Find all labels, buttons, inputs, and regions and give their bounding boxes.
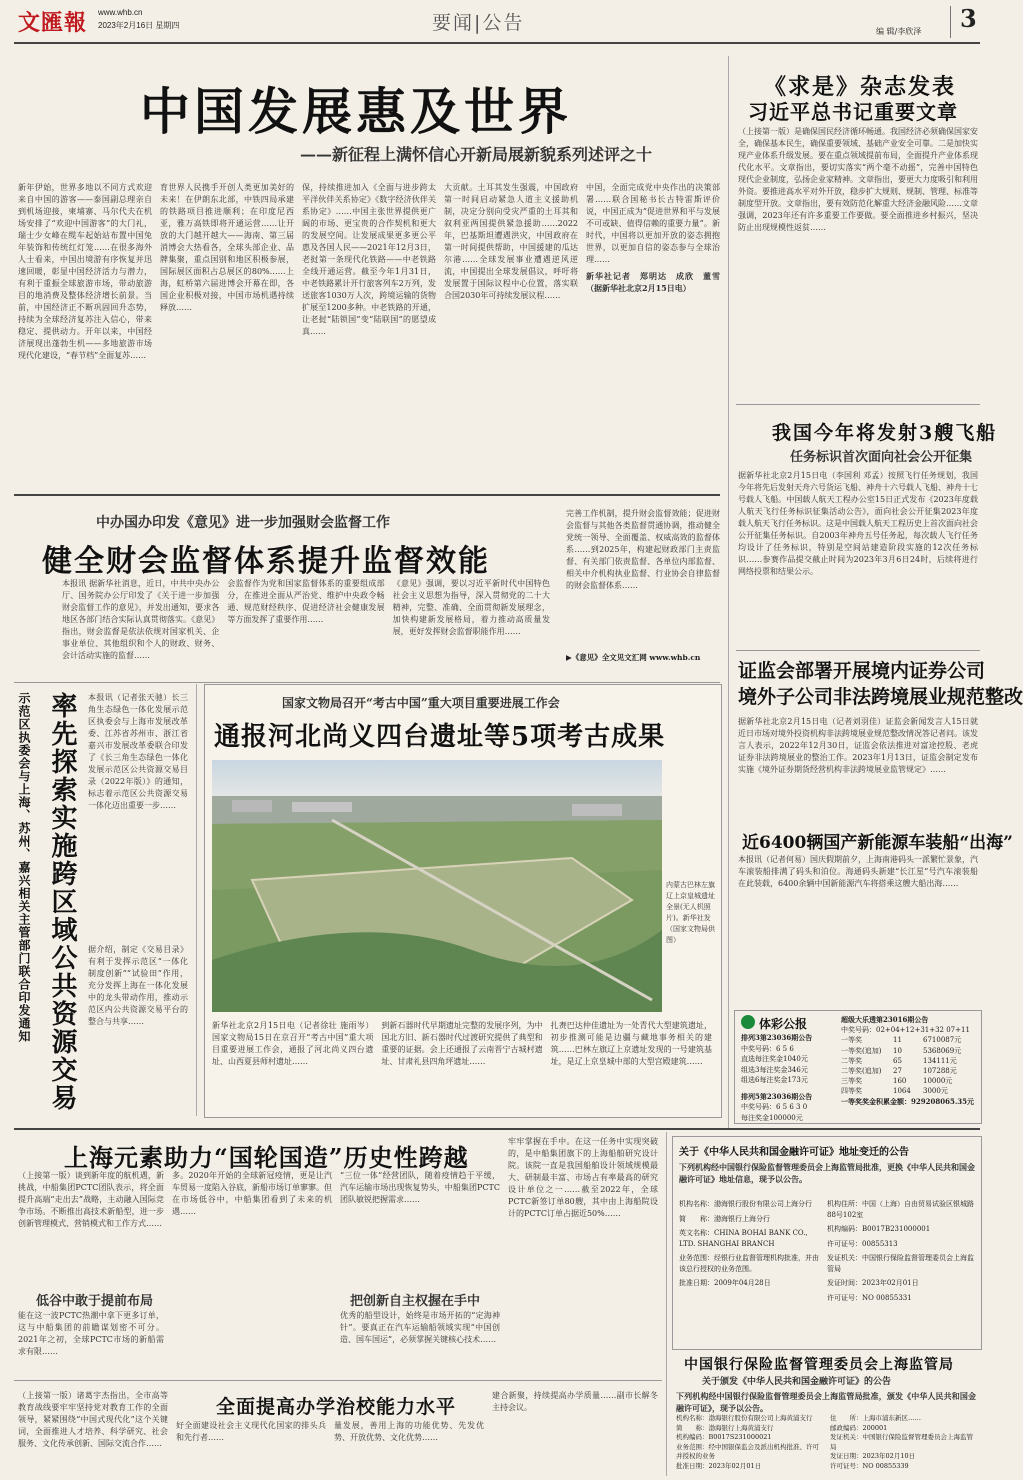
notice2-title: 中国银行保险监督管理委员会上海监管局 bbox=[684, 1357, 954, 1373]
masthead bbox=[0, 0, 993, 44]
archaeology-col-3: 扎赉巴达仲佳遗址为一处青代大型建筑遗址，初步推测可能是边疆与藏地事务相关的建筑……巴林左旗辽上京遗址发现的一号建筑基址，是辽上京皇城中部的大型宫殿建筑…… bbox=[550, 1021, 712, 1066]
notice1-right: 机构住所：中国（上海）自由贸易试验区银城路88号102室 机构编码：B0017B231000001 许可证号：00855313 发证机关：中国银行保险监督管理委员会上海监管局 发证时间：2023年02月01日 许可证号：NO 00855331 bbox=[827, 1200, 974, 1302]
shipping-body: 本报讯（记者何易）国庆假期前夕，上海南港码头一派繁忙景象，汽车滚装船排满了码头和泊位。海通码头新建“长江星”号汽车滚装船在此装载，6400余辆中国新能源汽车将搭乘这艘大船出海…… bbox=[738, 855, 978, 888]
delta-headline: 率先探索实施跨区域公共资源交易 bbox=[47, 692, 77, 1112]
caihui-kicker: 中办国办印发《意见》进一步加强财会监督工作 bbox=[96, 515, 390, 531]
masthead-divider bbox=[950, 6, 951, 38]
xuexiao-col-3: 量发展，善用上海的功能优势、先发优势、开放优势、文化优势…… bbox=[334, 1421, 484, 1442]
lottery-box bbox=[734, 1010, 982, 1124]
prize-row: 四等奖 1064 3000元 bbox=[841, 1087, 948, 1096]
guolun-headline: 上海元素助力“国轮国造”历史性跨越 bbox=[64, 1143, 469, 1172]
notice1-intro: 下列机构经中国银行保险监督管理委员会上海监管局批准，更换《中华人民共和国金融许可证》地址信息，现予以公告。 bbox=[679, 1162, 975, 1184]
rule-xuexiao bbox=[14, 1380, 662, 1381]
site-aerial-image bbox=[212, 760, 662, 1012]
issue-date: 2023年2月16日 星期四 bbox=[98, 21, 180, 30]
lottery-left: 排列3第23036期公告 中奖号码：6 5 6 直选每注奖金1040元 组选3每注奖金346元 组选6每注奖金173元 排列5第23036期公告 中奖号码：6 5 6 3 0 每注奖金100000元 bbox=[741, 1033, 813, 1122]
csrc-body: 据新华社北京2月15日电（记者刘羽佳）证监会新闻发言人15日就近日市场对境外投资机构非法跨境展业规范整改情况答记者问。该发言人表示，2022年12月30日，证监会依法推进对富途控股、老虎证券非法跨境展业的整治工作。2023年1月13日，证监会制定发布实施《境外证券期货经营机构非法跨境展业监管规定》…… bbox=[738, 717, 978, 774]
qiushi-body: （上接第一版）是确保国民经济循环畅通。我国经济必须确保国家安全，确保基本民生，确保重要领域、基础产业安全可靠。二是加快实现产业体系升级发展。要在重点领域提前布局，全面提升产业体系现代化水平。文章指出，要切实落实“两个毫不动摇”，完善中国特色现代企业制度，弘扬企业家精神。文章指出，要更大力度吸引和利用外资。要推进高水平对外开放，稳步扩大规则、规制、管理、标准等制度型开放。文章指出，要有效防范化解重大经济金融风险……文章强调，2023年还有许多重要工作要做。要全面推进乡村振兴，坚决防止出现规模性返贫…… bbox=[738, 127, 978, 232]
lead-col-1: 新年伊始，世界多地以不同方式欢迎来自中国的游客——泰国副总理亲自到机场迎接，柬埔寨、马尔代夫在机场安排了“欢迎中国游客”的大门礼，瑞士少女峰在缆车起始站布置中国兔年装饰和传统红灯笼……在很多海外人士看来，中国出境游有序恢复并迅速回暖，彰显中国经济活力与潜力，有利于重振全球旅游市场，带动旅游目的地消费及整体经济增长前景。当前，中国经济正不断巩固回升态势，持续为全球经济复苏注入信心，带来稳定、提供动力。开年以来，中国经济展现出蓬勃生机——多地旅游市场现代化建设，“春节档”全面复苏…… bbox=[18, 183, 152, 360]
notice2-subtitle: 关于颁发《中华人民共和国金融许可证》的公告 bbox=[702, 1377, 892, 1387]
delta-subtitle: 示范区执委会与上海、苏州、嘉兴相关主管部门联合印发通知 bbox=[17, 692, 31, 1043]
csrc-headline-1: 证监会部署开展境内证券公司 bbox=[738, 660, 986, 682]
xuexiao-col-2: 好全面建设社会主义现代化国家的排头兵和先行者…… bbox=[176, 1421, 326, 1442]
lead-subtitle: ——新征程上满怀信心开新局展新貌系列述评之十 bbox=[300, 145, 653, 164]
lead-body bbox=[18, 182, 728, 480]
shipping-headline: 近6400辆国产新能源车装船“出海” bbox=[742, 833, 1013, 853]
lead-byline: 新华社记者 郑明达 成欣 董雪 （据新华社北京2月15日电） bbox=[586, 271, 728, 293]
section-label: 要闻|公告 bbox=[432, 12, 525, 34]
notice2-right: 住 所：上海市浦东新区…… 邮政编码：200001 发证机关：中国银行保险监督管理委员会上海监管局 发证日期：2023年02月10日 许可证号：NO 00855339 bbox=[830, 1414, 973, 1470]
guolun-col-1: （上接第一版）谈到新年度的航机遇，新挑战，中船集团PCTC团队表示，将全面提升高端“走出去”战略，主动融入国际竞争市场。不断推出高技术新船型，进一步创新管理模式、营销模式和工作方式…… bbox=[18, 1171, 164, 1228]
archaeology-photo bbox=[212, 760, 662, 1012]
rule-shenzhou bbox=[736, 650, 980, 651]
right-rail-divider bbox=[728, 56, 729, 1128]
delta-col-1: 本报讯（记者张天驰）长三角生态绿色一体化发展示范区执委会与上海市发展改革委、江苏省苏州市、浙江省嘉兴市发展改革委联合印发了《长三角生态绿色一体化发展示范区公共资源交易目录（2022年版）》的通知，标志着示范区公共资源交易一体化迈出重要一步…… bbox=[88, 693, 188, 810]
newspaper-logo: 文匯報 bbox=[18, 10, 88, 36]
rule-caihui bbox=[14, 494, 720, 496]
archaeology-kicker: 国家文物局召开“考古中国”重大项目重要进展工作会 bbox=[282, 696, 560, 710]
archaeology-caption: 内蒙古巴林左旗辽上京皇城遗址全景(无人机照片)。新华社发（国家文物局供图） bbox=[666, 881, 715, 944]
delta-col-2: 据介绍，制定《交易目录》有利于发挥示范区“一体化制度创新”“试验田”作用，充分发挥上海在一体化发展中的龙头带动作用，推动示范区内公共资源交易平台的整合与共享…… bbox=[88, 945, 188, 1026]
guolun-col-4: 牢牢掌握在手中。在这一任务中实现突破的，是中船集团旗下的上海船舶研究设计院。该院一直是我国船舶设计领域规模最大、研制最丰富、市场占有率最高的研究设计单位之一……截至2022年，全球PCTC新签订单80艘，其中由上海船院设计的PCTC订单占据近50%…… bbox=[508, 1137, 658, 1218]
prize-row: 二等奖(追加) 27 107288元 bbox=[841, 1067, 957, 1076]
notice1-left: 机构名称：渤海银行股份有限公司上海分行 简 称：渤海银行上海分行 英文名称：CHINA BOHAI BANK CO., LTD. SHANGHAI BRANCH 业务范围：经银行业监督管理机构批准，并由该总行授权的业务范围。 批准日期：2009年04月28日 bbox=[679, 1200, 819, 1287]
prize-row: 一等奖(追加) 10 5368069元 bbox=[841, 1046, 962, 1055]
caihui-col-4: 完善工作机制，提升财会监督效能；促进财会监督与其他各类监督贯通协调，推动健全党统一领导、全面覆盖、权威高效的监督体系……到2025年，构建起财政部门主责监督、有关部门依责监督、各单位内部监督、相关中介机构执业监督、行业协会自律监督的财会监督体系…… bbox=[566, 509, 720, 590]
lottery-title: 体彩公报 bbox=[759, 1017, 808, 1031]
csrc-headline-2: 境外子公司非法跨境展业规范整改 bbox=[738, 686, 1023, 708]
lead-col-4: 大贡献。土耳其发生强震，中国政府第一时间启动紧急人道主义援助机制，决定分别向受灾严重的土耳其和叙利亚两国提供紧急援助……2022年，巴基斯坦遭遇洪灾，中国政府在第一时间提供帮助，中国援建的瓜达尔港……全球发展事业遭遇逆风逆流，中国提出全球发展倡议，呼吁将发展置于国际议程中心位置，落实联合国2030年可持续发展议程…… bbox=[444, 183, 578, 300]
lottery-logo-icon bbox=[741, 1015, 755, 1029]
guolun-col-3: “三位一体”经营团队，随着疫情趋于平缓，汽车运输市场出现恢复势头，中船集团PCTC团队敏锐把握需求…… bbox=[340, 1171, 500, 1204]
caihui-col-1: 本报讯 据新华社消息，近日，中共中央办公厅、国务院办公厅印发了《关于进一步加强财会监督工作的意见》，并发出通知，要求各地区各部门结合实际认真贯彻落实。《意见》指出，财会监督是依法依规对国家机关、企事业单位、其他组织和个人的财政、财务、会计活动实施的监督…… bbox=[62, 579, 220, 660]
caihui-headline: 健全财会监督体系提升监督效能 bbox=[42, 544, 490, 579]
lead-col-2: 育世界人民携手开创人类更加美好的未来！在伊朗东北部，中铁四局承建的铁路项目推进顺利；在印度尼西亚，雅万高铁即将开通运营……让开放的大门越开越大——海南、第三届消博会大热看各，全球头部企业、品牌集聚，重点国别和地区积极参展，国际展区面积占总展区的80%……上海，虹桥第六届进博会开幕在即，各国企业积极对接，中国市场机遇持续释放…… bbox=[160, 183, 294, 312]
prize-row: 三等奖 160 10000元 bbox=[841, 1077, 953, 1086]
archaeology-col-2: 到新石器时代早期遗址完整的发展序列，为中国北方旧、新石器时代过渡研究提供了典型和重要的证据。会上还通报了云南晋宁古城村遗址、甘肃礼县四角坪遗址…… bbox=[381, 1021, 543, 1066]
guolun-col-1b: 能在这一波PCTC热潮中拿下更多订单，这与中船集团的前瞻谋划密不可分。2021年之初，全球PCTC市场的新船需求有限…… bbox=[18, 1311, 164, 1356]
shenzhou-headline: 我国今年将发射3艘飞船 bbox=[772, 422, 998, 444]
guolun-subhead-1: 低谷中敢于提前布局 bbox=[36, 1294, 154, 1309]
editor-credit: 编 辑/李欣泽 bbox=[876, 27, 922, 36]
qiushi-headline: 《求是》杂志发表 bbox=[764, 74, 957, 100]
lottery-right: 超级大乐透第23016期公告 中奖号码：02+04+12+31+32 07+11 一等奖 11 6710087元 一等奖(追加) 10 5368069元 二等奖 65 134111元 二等奖(追加) 27 107288元 三等奖 160 10000元 四等奖 1064 3000元 一等奖奖金积累金额：929208065.35元 bbox=[841, 1015, 977, 1107]
caihui-col-2: 会监督作为党和国家监督体系的重要组成部分，在推进全面从严治党、维护中央政令畅通、规范财经秩序、促进经济社会健康发展等方面发挥了重要作用…… bbox=[227, 579, 385, 624]
xuexiao-col-1: （上接第一版）诸葛宇杰指出，全市高等教育战线要牢牢坚持党对教育工作的全面领导，紧紧围绕“中国式现代化”这个关键词，全面推进人才培养、科学研究、社会服务、文化传承创新、国际交流合作…… bbox=[18, 1391, 168, 1448]
xuexiao-headline: 全面提高办学治校能力水平 bbox=[216, 1396, 457, 1418]
rule-qiushi bbox=[736, 404, 980, 405]
shenzhou-subtitle: 任务标识首次面向社会公开征集 bbox=[790, 450, 973, 465]
lead-col-5: 中国，全面完成党中央作出的决策部署……联合国秘书长古特雷斯评价说，中国正成为“促进世界和平与发展不可或缺、值得信赖的重要力量”。新时代，中国将以更加开放的姿态拥抱世界，以更加自信的姿态参与全球治理…… 新华社记者 郑明达 成欣 董雪 （据新华社北京2月15日电） bbox=[586, 183, 728, 293]
guolun-notice-divider bbox=[666, 1132, 667, 1476]
site-url: www.whb.cn bbox=[98, 8, 143, 17]
caihui-body bbox=[62, 578, 550, 676]
rule-guolun bbox=[14, 1128, 980, 1130]
shenzhou-body: 据新华社北京2月15日电（李国利 邓孟）按照飞行任务规划，我国今年将先后发射天舟六号货运飞船、神舟十六号载人飞船、神舟十七号载人飞船。中国载人航天工程办公室15日正式发布《2023年度载人航天飞行任务标识征集活动公告》，面向社会公开征集2023年度载人航天飞行任务标识。这是中国载人航天工程历史上首次面向社会公开征集任务标识。自2003年神舟五号任务起，每次载人飞行任务均设计了任务标识，特别是空间站建造阶段实施的12次任务标识……参赛作品提交截止时间为2023年3月6日24时，后续将进行网络投票和结果公示。 bbox=[738, 471, 978, 576]
qiushi-subheadline: 习近平总书记重要文章 bbox=[748, 100, 958, 124]
delta-divider bbox=[196, 684, 197, 1116]
caihui-link[interactable]: ▶《意见》全文见文汇网 www.whb.cn bbox=[566, 653, 701, 662]
guolun-subhead-2: 把创新自主权握在手中 bbox=[350, 1294, 481, 1309]
prize-row: 一等奖 11 6710087元 bbox=[841, 1036, 962, 1045]
lead-headline: 中国发展惠及世界 bbox=[140, 82, 572, 141]
caihui-col-3: 《意见》强调，要以习近平新时代中国特色社会主义思想为指导，深入贯彻党的二十大精神，完整、准确、全面贯彻新发展理念，加快构建新发展格局，着力推动高质量发展，更好发挥财会监督职能作用…… bbox=[392, 579, 550, 636]
archaeology-headline: 通报河北尚义四台遗址等5项考古成果 bbox=[214, 722, 666, 752]
notice2-intro: 下列机构经中国银行保险监督管理委员会上海监管局批准，颁发《中华人民共和国金融许可证》，现予以公告。 bbox=[676, 1391, 976, 1413]
guolun-col-2: 多。2020年开始的全球新冠疫情，更是让汽车贸易一度陷入谷底，新船市场订单寥寥。但在市场低谷中，中船集团看到了未来的机遇…… bbox=[172, 1171, 332, 1216]
prize-row: 二等奖 65 134111元 bbox=[841, 1056, 957, 1065]
guolun-col-3b: 优秀的船型设计，始终是市场开拓的“定海神针”。要真正在汽车运输船领域实现“中国创造、国车国运”，必须掌握关键核心技术…… bbox=[340, 1311, 500, 1344]
page-number: 3 bbox=[960, 4, 977, 33]
masthead-rule bbox=[14, 42, 980, 44]
archaeology-col-1: 新华社北京2月15日电（记者徐壮 施雨岑）国家文物局15日在京召开“考古中国”重大项目重要进展工作会，通报了河北尚义四台遗址、山西夏县师村遗址…… bbox=[212, 1021, 374, 1066]
lead-col-3: 保，持续推进加入《全面与进步跨太平洋伙伴关系协定》《数字经济伙伴关系协定》……中国主张世界提供更广阔的市场、更宝贵的合作契机和更大的发展空间。让发展成果更多更公平惠及各国人民——2021年12月3日，老挝第一条现代化铁路——中老铁路全线开通运营。截至今年1月31日，中老铁路累计开行旅客列车2万列，发送旅客1030万人次，跨境运输的货物扩展至1200多种。中老铁路的开通，让老挝“陆锁国”变“陆联国”的愿望成真…… bbox=[302, 183, 436, 336]
xuexiao-col-4: 建合新聚，持续提高办学质量……副市长解冬主持会议。 bbox=[492, 1391, 658, 1412]
archaeology-body bbox=[212, 1020, 712, 1112]
notice2-left: 机构名称：渤海银行股份有限公司上海黄浦支行 简 称：渤海银行上海黄浦支行 机构编码：B0017S231000021 业务范围：经中国银保监会及派出机构批准、许可并授权的业务 批准日期：2023年02月01日 bbox=[676, 1414, 819, 1470]
notice-address-change bbox=[672, 1136, 982, 1350]
notice1-title: 关于《中华人民共和国金融许可证》地址变迁的公告 bbox=[679, 1147, 909, 1158]
rule-delta bbox=[14, 682, 720, 683]
